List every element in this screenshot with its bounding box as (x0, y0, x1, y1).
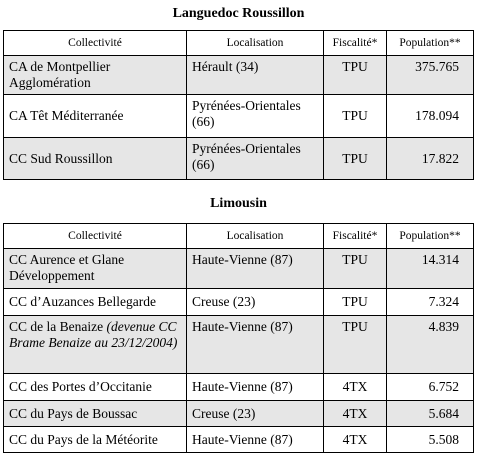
table-row (4, 289, 474, 316)
cell-localisation: Creuse (23) (187, 289, 324, 316)
cell-collectivite: CC Sud Roussillon (4, 138, 187, 180)
header-collectivite: Collectivité (4, 224, 187, 249)
cell-fiscalite: TPU (324, 289, 387, 316)
table-row (4, 401, 474, 427)
cell-population: 7.324 (387, 289, 474, 316)
table-header-row (4, 224, 474, 249)
cell-localisation: Pyrénées-Orientales (66) (187, 138, 324, 180)
cell-population: 17.822 (387, 138, 474, 180)
cell-fiscalite: TPU (324, 138, 387, 180)
cell-collectivite: CA Têt Méditerranée (4, 95, 187, 138)
header-fiscalite: Fiscalité* (324, 224, 387, 249)
cell-localisation: Haute-Vienne (87) (187, 374, 324, 401)
cell-fiscalite: TPU (324, 316, 387, 374)
header-localisation: Localisation (187, 224, 324, 249)
header-collectivite: Collectivité (4, 31, 187, 56)
cell-localisation: Creuse (23) (187, 401, 324, 427)
cell-fiscalite: TPU (324, 249, 387, 289)
table-row (4, 56, 474, 95)
cell-fiscalite: 4TX (324, 427, 387, 453)
cell-population: 5.508 (387, 427, 474, 453)
table-row (4, 316, 474, 374)
cell-localisation: Pyrénées-Orientales (66) (187, 95, 324, 138)
table-row (4, 427, 474, 453)
header-population: Population** (387, 224, 474, 249)
header-fiscalite: Fiscalité* (324, 31, 387, 56)
cell-collectivite (4, 316, 187, 374)
table-header-row (4, 31, 474, 56)
collectivite-note: (devenue CC Brame Benaize au 23/12/2004) (9, 319, 178, 350)
table-limousin (3, 223, 474, 453)
table-row (4, 374, 474, 401)
cell-collectivite: CA de Montpellier Agglomération (4, 56, 187, 95)
cell-collectivite: CC des Portes d’Occitanie (4, 374, 187, 401)
cell-localisation: Haute-Vienne (87) (187, 427, 324, 453)
cell-collectivite: CC Aurence et Glane Développement (4, 249, 187, 289)
cell-collectivite: CC du Pays de Boussac (4, 401, 187, 427)
cell-localisation: Haute-Vienne (87) (187, 249, 324, 289)
table-languedoc-roussillon (3, 30, 474, 180)
cell-collectivite: CC du Pays de la Météorite (4, 427, 187, 453)
cell-fiscalite: TPU (324, 95, 387, 138)
cell-population: 178.094 (387, 95, 474, 138)
collectivite-name: CC de la Benaize (9, 319, 104, 334)
header-localisation: Localisation (187, 31, 324, 56)
table-row (4, 249, 474, 289)
cell-fiscalite: TPU (324, 56, 387, 95)
cell-localisation: Haute-Vienne (87) (187, 316, 324, 374)
cell-fiscalite: 4TX (324, 401, 387, 427)
cell-fiscalite: 4TX (324, 374, 387, 401)
section-title-limousin: Limousin (210, 196, 267, 211)
table-row (4, 95, 474, 138)
table-row (4, 138, 474, 180)
cell-collectivite: CC d’Auzances Bellegarde (4, 289, 187, 316)
cell-population: 14.314 (387, 249, 474, 289)
cell-population: 375.765 (387, 56, 474, 95)
cell-population: 6.752 (387, 374, 474, 401)
section-title-languedoc-roussillon: Languedoc Roussillon (172, 6, 305, 21)
header-population: Population** (387, 31, 474, 56)
cell-localisation: Hérault (34) (187, 56, 324, 95)
cell-population: 4.839 (387, 316, 474, 374)
cell-population: 5.684 (387, 401, 474, 427)
